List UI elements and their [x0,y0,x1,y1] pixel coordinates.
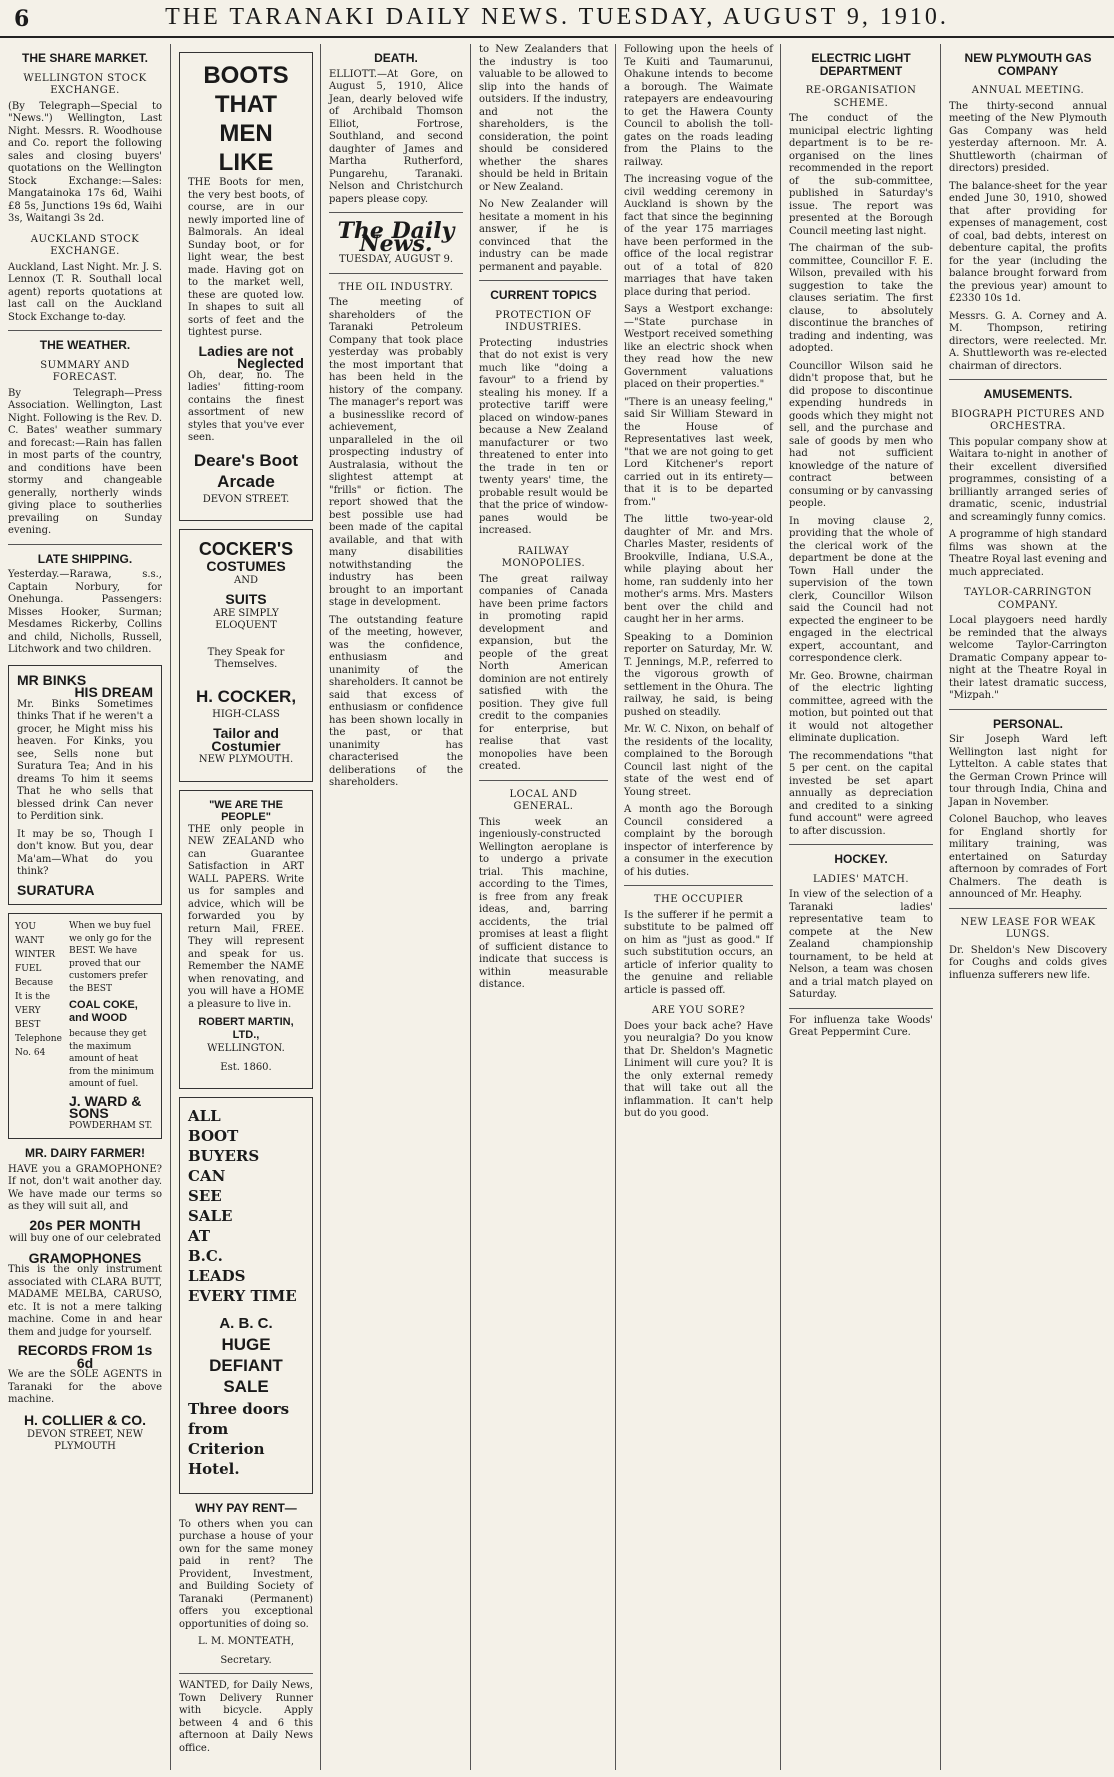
death-heading: DEATH. [374,51,418,65]
cocker-ad [179,529,313,782]
newspaper-nameplate: The Daily News. [337,218,455,257]
weather-text: By Telegraph—Press Association. Wellington, Last Night. Following is the Rev. D. C. Bates' weather summary and forecast:—Rain has fallen in most parts of the country, and conditions have been stormy and changeable generally, northerly winds giving place to southerlies prevailing on Sunday evening. [8,387,162,536]
occupier-heading: THE OCCUPIER [653,894,744,905]
wellington-exchange-heading: WELLINGTON STOCK EXCHANGE. [23,72,147,96]
amusements-heading: AMUSEMENTS. [983,387,1073,401]
binks-ad [8,665,162,906]
and-word: AND [234,574,258,586]
auckland-exchange-heading: AUCKLAND STOCK EXCHANGE. [30,233,140,257]
biograph-text-2: A programme of high standard films was shown at the Theatre Royal last evening and much appreciated. [949,529,1107,578]
rent-heading: WHY PAY RENT— [195,1501,297,1515]
like-word: LIKE [218,149,274,176]
men-word: MEN [219,120,273,147]
rent-text: To others when you can purchase a house of your own for the same money paid in rent? The Provident, Investment, and Building Society of Taranaki (Permanent) offers you exceptional opportunities of doing so. [179,1518,313,1630]
cocker-name: COCKER'S [198,539,294,559]
divider [949,709,1107,710]
that-word: THAT [214,91,278,118]
column-2 [170,44,321,1770]
gramophone-text: This is the only instrument associated with CLARA BUTT, MADAME MELBA, CARUSO, etc. It is not a mere talking machine. Come in and hear them and judge for yourself. [8,1264,162,1338]
robert-martin-name: ROBERT MARTIN, LTD., [198,1016,294,1041]
auckland-exchange-text: Auckland, Last Night. Mr. J. S. Lennox (T. R. Southall local agent) reports quotations at last call on the Auckland Stock Exchange to-day. [8,261,162,323]
divider [8,544,162,545]
local-general-heading: LOCAL AND GENERAL. [509,788,578,812]
abc-sale-ad: ALL BOOT BUYERS CAN SEE SALE AT B.C. LEADS EVERY TIME A. B. C. HUGE DEFIANT SALE Three doors from Criterion Hotel. [179,1097,313,1494]
gas-text-3: Messrs. G. A. Corney and A. M. Thompson, retiring directors, were reelected. Mr. A. Shuttleworth was re-elected chairman of directors. [949,310,1107,372]
divider [179,1673,313,1674]
records-price: RECORDS FROM 1s 6d [17,1342,153,1371]
people-text: THE only people in NEW ZEALAND who can Guarantee Satisfaction in ART WALL PAPERS. Write us for samples and advice, which will be forwarded you by return Mail, FREE. They will represent and speak for us. Remember the NAME when renovating, and you will have a HOME a pleasure to live in. [188,823,304,1010]
taylor-carrington-text: Local playgoers need hardly be reminded that the always welcome Taylor-Carrington Dramatic Company appear to-night at the Theatre Royal in their latest dramatic success, "Mizpah." [949,615,1107,701]
local-item-3: Says a Westport exchange:—"State purchase in Westport received something like an electric shock when they read how the new Government valuations placed on their properties." [624,304,773,390]
local-item-2: The increasing vogue of the civil wedding ceremony in Auckland is shown by the fact that since the beginning of the year 175 marriages have been performed in the office of the local registrar out of a total of 820 marriages that have taken place during that period. [624,174,773,298]
divider [789,844,933,845]
column-6 [780,44,941,1770]
share-market-heading: THE SHARE MARKET. [21,51,148,65]
electric-text-1: The conduct of the municipal electric lighting department is to be re-organised on the lines recommended in the report of the sub-committee, published in Saturday's issue. The report was presented at the Borough Council meeting last night. [789,113,933,237]
sore-text: Does your back ache? Have you neuralgia? Do you know that Dr. Sheldon's Magnetic Liniment will cure you? It is the only external remedy that will take out all the inflammation. It can't help but do you good. [624,1020,773,1119]
electric-text-6: The recommendations "that 5 per cent. on the capital invested be set apart annually as depreciation and credited to a sinking fund account" were agreed to after discussion. [789,750,933,837]
late-shipping-heading: LATE SHIPPING. [37,551,133,566]
rent-signature-title: Secretary. [220,1654,272,1666]
late-shipping-text: Yesterday.—Rarawa, s.s., Captain Norbury, for Onehunga. Passengers: Misses Hooker, Surman; Mesdames Rickerby, Collins and child, Nicholls, Russell, Litchwork and two children. [8,569,162,655]
hockey-heading: HOCKEY. [834,852,888,866]
electric-text-2: The chairman of the sub-committee, Councillor F. E. Wilson, prevailed with his suggestion to take the clauses seriatim. The first clause, to absolutely discontinue the branches of trading and indenting, was adopted. [789,243,933,354]
divider [949,908,1107,909]
divider [329,212,463,213]
suits-word: SUITS [225,591,267,607]
local-item-4: "There is an uneasy feeling," said Sir William Steward in the House of Representatives last week, "that we are not going to get Lord Kitchener's report carried out in its entirety—that it is to be departed from." [624,396,773,508]
collier-name: H. COLLIER & CO. [23,1412,147,1428]
railway-text: The great railway companies of Canada have been prime factors in promoting rapid development and expansion, but the people of the great North American dominion are not entirely satisfied with the position. They give full credit to the companies for enterprise, but realise that vast monopolies have been created. [479,573,608,772]
wanted-notice: WANTED, for Daily News, Town Delivery Runner with bicycle. Apply between 4 and 6 this afternoon at Daily News office. [179,1680,313,1754]
divider [949,379,1107,380]
personal-text-1: Sir Joseph Ward left Wellington last night for Lyttelton. A cable states that the German Crown Prince will tour through India, China and Japan in November. [949,734,1107,808]
neglected-line: Neglected [237,355,304,371]
new-lease-heading: NEW LEASE FOR WEAK LUNGS. [960,916,1096,940]
influenza-notice: For influenza take Woods' Great Peppermint Cure. [789,1014,933,1038]
dairy-farmer-heading: MR. DAIRY FARMER! [25,1146,145,1160]
biograph-text: This popular company show at Waitara to-night in another of their excellent diversified programmes, consisting of a brilliantly arranged series of dramatic, scenic, industrial and screamingly funny comics. [949,436,1107,523]
oil-continued-text: to New Zealanders that the industry is too valuable to be allowed to slip into the hands of outsiders. If the industry, and not the shareholders, is the consideration, the point should be considered whether the shares should be held in Britain or New Zealand. [479,44,608,193]
weather-subheading: SUMMARY AND FORECAST. [40,359,130,383]
masthead-title: THE TARANAKI DAILY NEWS. TUESDAY, AUGUST 9, 1910. [165,4,949,30]
abc-heading: A. B. C. [219,1315,273,1332]
reorg-heading: RE-ORGANISATION SCHEME. [805,85,917,109]
ward-street: POWDERHAM ST. [69,1120,153,1131]
occupier-text: Is the sufferer if he permit a substitute to be palmed off on him as "just as good." If such substitution occurs, an article of inferior quality to the genuine and reliable article is passed off. [624,909,773,996]
local-item-8: A month ago the Borough Council considered a complaint by the borough inspector of interference by a consumer in the execution of his duties. [624,804,773,878]
dairy-text: HAVE you a GRAMOPHONE? If not, don't wait another day. We have made our terms so as they will suit all, and [8,1163,162,1212]
ladies-text: Oh, dear, no. The ladies' fitting-room contains the finest assortment of new styles that you've ever seen. [188,369,304,443]
boots-text: THE Boots for men, the very best boots, of course, are in our newly imported line of Balmorals. An ideal Sunday boot, or for light wear, the best made. Having got on to the market well, these are quoted low. In shapes to suit all sorts of feet and the tightest purse. [188,177,304,338]
sole-agents-text: We are the SOLE AGENTS in Taranaki for the above machine. [8,1369,162,1405]
gramophone-price: 20s PER MONTH [29,1216,141,1233]
sore-heading: ARE YOU SORE? [651,1005,746,1016]
divider [329,273,463,274]
local-item-7: Mr. W. C. Nixon, on behalf of the residents of the locality, complained to the Borough Council last night of the state of the west end of Young street. [624,724,773,798]
death-notice: ELLIOTT.—At Gore, on August 5, 1910, Alice Jean, dearly beloved wife of Archibald Thomson Elliot, Fortrose, Southland, and second daughter of James and Martha Rutherford, Pungarehu, Taranaki. Nelson and Christchurch papers please copy. [329,68,463,205]
gas-text-1: The thirty-second annual meeting of the New Plymouth Gas Company was held yesterday afternoon. Mr. A. Shuttleworth (chairman of directors) presided. [949,100,1107,174]
gas-annual-meeting-heading: ANNUAL MEETING. [971,85,1085,96]
taylor-carrington-heading: TAYLOR-CARRINGTON COMPANY. [963,587,1093,611]
tailor-line: Tailor and Costumier [211,725,281,754]
h-cocker-name: H. COCKER, [195,686,297,706]
coal-right-text: When we buy fuel we only go for the BEST. We have proved that our customers prefer the BEST COAL COKE, and WOOD because they get the maximum amount of heat from the minimum amount of fuel. J. WARD & SONS POWDERHAM ST. [69,921,154,1131]
deare-street: DEVON STREET. [202,493,290,505]
electric-text-5: Mr. Geo. Browne, chairman of the electric lighting committee, agreed with the motion, but pointed out that it would not altogether eliminate duplication. [789,670,933,744]
electric-text-4: In moving clause 2, providing that the whole of the clerical work of the department be done at the Town Hall under the supervision of the town clerk, Councillor Wilson said the Council had not expected the engineer to be engaged in the electrical expert, accountant, and correspondence clerk. [789,515,933,664]
divider [789,1008,933,1009]
oil-continued-text-2: No New Zealander will hesitate a moment in his answer, if he is convinced that the industry can be made permanent and payable. [479,199,608,273]
oil-industry-heading: THE OIL INDUSTRY. [338,281,454,293]
robert-city: WELLINGTON. [207,1043,285,1054]
weather-heading: THE WEATHER. [39,338,131,352]
boots-word: BOOTS [203,62,289,89]
deare-boots-ad [179,52,313,521]
deare-name: Deare's Boot Arcade [193,450,299,491]
robert-est: Est. 1860. [220,1061,272,1073]
column-3 [320,44,471,1770]
costumes-word: COSTUMES [206,558,286,574]
collier-street: DEVON STREET, NEW PLYMOUTH [26,1428,144,1452]
highclass-line: HIGH-CLASS [212,708,280,720]
gramophones-heading: GRAMOPHONES [28,1249,142,1266]
rent-signature: L. M. MONTEATH, [198,1636,294,1647]
ladies-match-heading: LADIES' MATCH. [812,873,910,885]
abc-location: Three doors from Criterion Hotel. [188,1400,290,1478]
local-item-6: Speaking to a Dominion reporter on Saturday, Mr. W. T. Jennings, M.P., referred to the vigorous growth of settlement in the Ohura. The railway, he said, is being pushed on steadily. [624,631,773,718]
cocker-town: NEW PLYMOUTH. [198,754,294,765]
new-lease-text: Dr. Sheldon's New Discovery for Coughs and colds gives influenza sufferers new life. [949,944,1107,981]
binks-title: HIS DREAM [74,684,153,700]
coal-left-list: YOU WANT WINTER FUEL Because It is the VERY BEST Telephone No. 64 [15,922,62,1058]
binks-verse-end: It may be so, Though I don't know. But you, dear Ma'am—What do you think? [17,828,153,877]
column-7 [940,44,1114,1770]
robert-martin-ad [179,790,313,1090]
people-heading: "WE ARE THE PEOPLE" [209,798,283,823]
oil-industry-text: The meeting of shareholders of the Taranaki Petroleum Company that took place yesterday was probably the most important that has been held in the history of the company. The manager's report was a businesslike record of achievement, unparalleled in the oil prospecting industry of Australasia, without the slightest attempt at "frills" or fiction. The report showed that the best possible use had been made of the capital available, and that with many disabilities notwithstanding the industry has been brought to an important stage in development. [329,297,463,608]
masthead [0,0,1114,38]
divider [479,280,608,281]
page-number: 6 [14,6,30,32]
column-4 [470,44,616,1770]
local-general-text: This week an ingeniously-constructed Wellington aeroplane is to undergo a private trial. This machine, according to the Times, is free from any freak ideas, and, barring accidents, the trial promises at least a flight of sufficient distance to indicate that success is within measurable distance. [479,816,608,990]
divider [8,330,162,331]
ward-firm: J. WARD & SONS [69,1092,142,1121]
electric-text-3: Councillor Wilson said he didn't propose that, but he did propose to discontinue expending hundreds in goods which they might not sell, and the purchase and sale of goods by men who had not sufficient knowledge of the nature of contract between consuming or by canvassing people. [789,360,933,509]
wellington-exchange-text: (By Telegraph—Special to "News.") Wellington, Last Night. Messrs. R. Woodhouse and Co. report the following sales and closing buyers' quotations on the Wellington Stock Exchange:—Sales: Mangatainoka 17s 6d, Waihi £8 5s, Junctions 19s 6d, Waihi 3s, Waitangi 3s 2d. [8,100,162,224]
binks-heading: MR BINKS [17,671,87,688]
local-item-5: The little two-year-old daughter of Mr. and Mrs. Charles Master, residents of Brookville, Indiana, U.S.A., while playing about her home, ran suddenly into her mother's arms. Mrs. Masters bent over the child and caught her in her arms. [624,514,773,625]
eloquent-line: ARE SIMPLY ELOQUENT [213,607,279,631]
electric-heading: ELECTRIC LIGHT DEPARTMENT [811,51,911,78]
local-item-1: Following upon the heels of Te Kuiti and Taumarunui, Ohakune intends to become a borough. The Waimate ratepayers are endeavouring to get the Hawera County Council to abolish the toll-gates on the roads leading from the Plains to the railway. [624,44,773,168]
speak-line: They Speak for Themselves. [207,646,285,670]
column-1 [0,44,170,1770]
protection-text: Protecting industries that do not exist is very much like "doing a favour" to a friend by stealing his money. If a protective tariff were placed on window-panes because a New Zealand manufacturer or two threatened to enter into the trade in ten or twenty years' time, the probable result would be that the price of window-panes would be increased. [479,337,608,536]
hockey-text: In view of the selection of a Taranaki ladies' representative team to compete at the New Zealand championship tournament, to be held at Nelson, a team was chosen and a trial match played on Saturday. [789,889,933,1000]
divider [624,885,773,886]
current-topics-heading: CURRENT TOPICS [490,288,597,302]
ward-coal-ad [8,913,162,1139]
personal-text-2: Colonel Bauchop, who leaves for England shortly for military training, was entertained on Saturday afternoon by comrades of Fort Chalmers. The death is announced of Mr. Heaphy. [949,814,1107,900]
railway-heading: RAILWAY MONOPOLIES. [501,545,586,569]
binks-verse: Mr. Binks Sometimes thinks That if he weren't a grocer, he Might miss his heaven. For Kinks, you see, Sells none but Suratura Tea; And in his dreams To him it seems That he who sells that blessed drink Can never to Perdition sink. [17,698,153,822]
biograph-heading: BIOGRAPH PICTURES AND ORCHESTRA. [951,408,1105,432]
editorial-date: TUESDAY, AUGUST 9. [338,254,454,265]
column-5 [615,44,781,1770]
gas-company-heading: NEW PLYMOUTH GAS COMPANY [964,51,1092,78]
divider [479,780,608,781]
abc-sale-heading: HUGE DEFIANT SALE [209,1335,283,1396]
suratura-brand: SURATURA [17,881,95,898]
gas-text-2: The balance-sheet for the year ended June 30, 1910, showed that after providing for expenses of management, cost of coal, bad debts, interest on debenture capital, the profits for the year (including the balance brought forward from the previous year) amount to £2330 10s 1d. [949,180,1107,304]
gramophone-price-sub: will buy one of our celebrated [9,1233,161,1244]
personal-heading: PERSONAL. [992,716,1063,731]
ladies-line: Ladies are not [198,342,294,359]
protection-heading: PROTECTION OF INDUSTRIES. [495,309,592,333]
oil-industry-text-2: The outstanding feature of the meeting, however, was the confidence, enthusiasm and unanimity of the shareholders. It cannot be said that excess of enthusiasm or confidence has been shown locally in the past, or that unanimity has characterised the deliberations of the shareholders. [329,614,463,788]
